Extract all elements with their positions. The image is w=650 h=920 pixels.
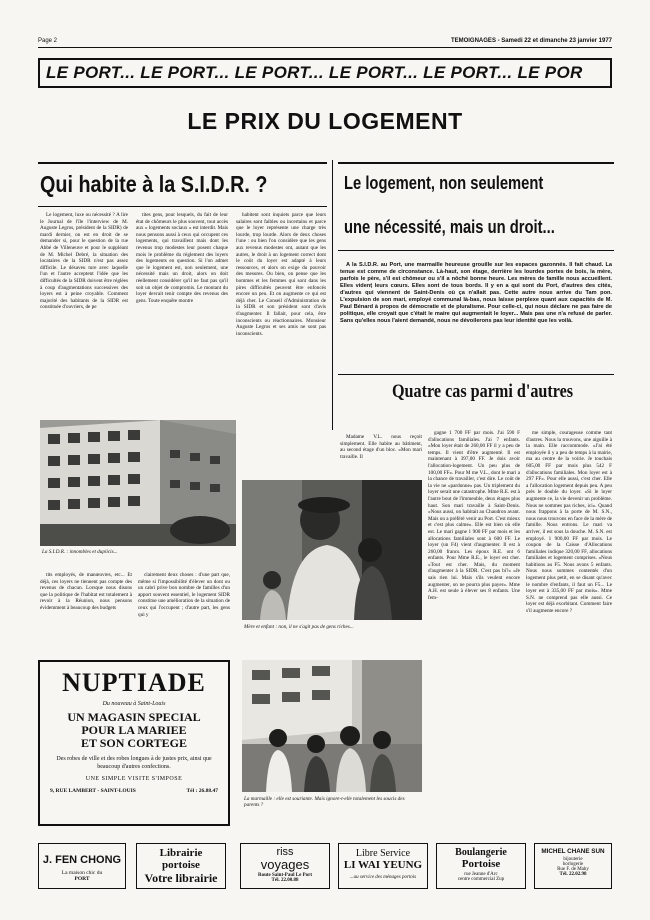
nuptiade-subtitle: Du nouveau à Saint-Louis: [102, 701, 166, 707]
nuptiade-title: NUPTIADE: [62, 668, 206, 697]
page-label: Page 2: [38, 38, 58, 44]
boulangerie-line1: Boulangerie: [455, 847, 507, 858]
children-image: [242, 660, 422, 792]
four-cases-col-2: gagne 1 700 FF par mois. J'ai 590 F d'allocations familiales. J'ai 7 enfants. «Mon loyer était de 260,00 FF il y a peu de temps. Il vient d'être augmenté. Il est maintenant à 397,00 FF. Je dois avoir l'allocation-logement. Un peu plus de 100,00 FF». Pour M me V.L., dont le mari a la chance de travailler, c'est dire. Le coût de la vie ne «pardonne» pas. Un triplement du loyer serait une catastrophe. Mme R.E. est à l'autre bout de l'immeuble, deux étages plus haut. Son mari travaille à Saint-Denis. «Nous aussi, on habitait au Chaudron avant. Mais on a préféré venir au Port. C'est mieux et c'est plus calme». Elle est bien où elle est. Le mari gagne 1 900 FF par mois et les allocations familiales sont à 600 FF. Le loyer (un F4) vient d'augmenter. Il est à 260,00 francs. Les époux R.E. ont 6 enfants. Pour Mme R.E., le loyer est cher. «Tout est cher. Mais, du moment d'augmenter à la SIDR. C'est pas bi?» «Je sais rien lui. Mais s'ils veulent encore augmenter, on ne pourra plus payer». Mme A.H. est seule à élever ses 8 enfants. Une fem-: [428, 430, 520, 601]
libre-service-sub: ...au service des ménages portois: [349, 875, 417, 880]
right-headline-line2: une nécessité, mais un droit...: [344, 217, 555, 237]
nuptiade-ad: [38, 660, 230, 826]
bottom-photo-caption: La marmaille : elle est souriante. Mais ignore-t-elle totalement les soucis des parents ?: [244, 796, 405, 809]
rissvoyages-line1: riss: [276, 846, 294, 858]
librairie-line1: Librairie: [159, 847, 203, 859]
boulangerie-sub1: rue Jeanne d'Arc: [464, 872, 498, 877]
chane-sun-sub2: horlogerie: [562, 862, 584, 867]
sidr-photo-caption: La S.I.D.R. : innombles et dupiicis...: [42, 549, 118, 555]
column-divider: [332, 160, 333, 430]
four-cases-headline: Quatre cas parmi d'autres: [392, 381, 574, 402]
ad-libre-service: [338, 843, 428, 889]
nuptiade-footer: [50, 788, 218, 794]
chane-sun-name: MICHEL CHANE SUN: [541, 848, 605, 855]
nuptiade-line3: ET SON CORTEGE: [80, 736, 188, 750]
left-col-1: Le logement, luxe ou nécessité ? A lire le Journal de l'île l'interview de M. Auguste Legros, président de la SIDR) de mardi dernier, on est en droit de se demander si, pour le question de la rue Abbé de Villeneuve et pour le suppléant de M. Michel Debré, la situation des locataires de la SIDR n'est pas assez difficile. Le désaveu ture avec laquelle l'un et l'autre acceptent l'idée que les difficultés de la SIDR doivent être réglées à coup d'augmentations successives des loyers est à peine croyable. Comment majorité des habitants de la SIDR est constituée d'ouvriers, de pe: [40, 212, 128, 311]
left-col-3: habitent sont inquiets parce que leurs salaires sont faibles ou incertains et parce que le loyer représente une charge très lourde, trop lourde. Alors de deux choses l'une : ou bien l'on considère que les gens aux revenus modestes ont, autant que les autres, le droit à un logement correct dont le coût du loyer est adapté à leurs ressources, et alors on exige du pouvoir des mesures. Ou bien, on pense que les hommes et les femmes qui sont dans les pires difficultés peuvent être enfoncés encore un peu. Et on augmente ce qui est déjà cher. Le Conseil d'Administration de la SIDR et son président sont d'avis d'augmenter. Il fallait, pour cela, être inconscients ou réactionnaires. Monsieur Auguste Legros et ses amis ne sont pas inconscients.: [236, 212, 326, 337]
four-cases-rule: [338, 374, 614, 375]
right-headline-rule-bottom: [338, 250, 614, 251]
ad-chane-sun: [534, 843, 612, 889]
ad-boulangerie: [436, 843, 526, 889]
boulangerie-sub2: centre commercial Zup: [457, 877, 505, 882]
middle-photo-caption: Mère et enfant : non, il ne s'agit pas de gens riches...: [244, 624, 354, 630]
left-headline: Qui habite à la S.I.D.R. ?: [40, 171, 268, 197]
left-headline-rule-top: [38, 162, 327, 164]
right-headline-line1: Le logement, non seulement: [344, 173, 544, 193]
four-cases-col-1: Madame V.L. nous reçoit simplement. Elle habite au bâtiment, au second étage d'un bloc. «Mon mari travaille. Il: [340, 434, 422, 460]
rissvoyages-line2: voyages: [260, 857, 310, 872]
left-col-2b: clairement deux choses : d'une part que, même si l'impossibilité d'élever un dont ou un cabri prive bon nombre de familles d'un apport souvent essentiel, le logement SIDR constitue une amélioration de la situation de ceux qui l'occupent ; d'autre part, les gens qui y: [138, 572, 230, 618]
building-image: [40, 420, 236, 546]
four-cases-col-3: me simple, courageuse comme tant d'autres. Nous la trouvons, une aiguille à la main. Elle raccommode. «J'ai été employée il y a peu de temps à la mairie, ma au centre de la voirie. Je touchais 605,00 FF par mois plus 542 F d'allocations familiales. Mon loyer est à 297 FF». Pour elle aussi, c'est cher. Elle a l'allocation logement depuis peu. A peu près le double du loyer. «Si le loyer augmente ce, la vie devenir un problème. Nous ne sommes pas riches, ici». Quand nous frappons à la porte de M. S.N., nous nous trouvons en face de la mère de famille. Nous entrons. Le mari va arriver, il est sous la douche. M. S.N. est employé. 1 900,00 FF par mois. Le coupon de la Caisse d'Allocations familiales indique 320,00 FF, allocations familiales et logement comprises. «Nous habitions au F5. Nous avons 5 enfants. Nous nous sommes contentés d'un logement plus petit, en se disant qu'avec le nombre d'enfants, il faut un F5... Le loyer est à 335,00 FF par mois». Mme S.N. ne comprend pas elle aussi. Ce loyer est déjà exorbitant. Comment faire s'il augmente encore ?: [526, 430, 612, 615]
ad-fen-chong: [38, 843, 126, 889]
nuptiade-line1: UN MAGASIN SPECIAL: [67, 710, 201, 724]
mother-child-photo: [242, 480, 422, 620]
fen-chong-name: J. FEN CHONG: [42, 854, 122, 866]
chane-sun-phone: Tél. 22.02.98: [559, 872, 587, 877]
ad-rissvoyages: [240, 843, 330, 889]
librairie-line3: Votre librairie: [144, 871, 218, 885]
left-col-2: tites gens, pour lesquels, du fait de leur état de chômeurs le plus souvent, tout accès aux « logements sociaux » est interdit. Mais nous pensons aussi à ceux qui occupent ces logements, qui travaillent mais dont les revenus trop modestes leur posent chaque mois le problème du règlement des loyers des logements en question. Si l'on admet que le logement est, non seulement, une nécessité mais un droit, alors on doit réellement considérer qu'il ne faut pas qu'il soit un objet de compromis. Le montant du loyer devrait tenir compte des revenus des gens. Toute enquête montre: [136, 212, 228, 304]
nuptiade-address: 9, RUE LAMBERT - SAINT-LOUIS: [50, 788, 136, 794]
header-rule: [38, 47, 612, 48]
banner-text: LE PORT... LE PORT... LE PORT... LE PORT... LE PORT... LE POR: [46, 63, 583, 82]
sidr-building-photo: [40, 420, 236, 546]
chane-sun-sub1: bijouterie: [563, 857, 583, 862]
nuptiade-visit: UNE SIMPLE VISITE S'IMPOSE: [85, 776, 183, 782]
librairie-line2: portoise: [162, 859, 200, 871]
libre-service-line2: LI WAI YEUNG: [343, 859, 423, 871]
nuptiade-body: Des robes de ville et des robes longues à de justes prix, ainsi que beaucoup d'autres confections.: [56, 756, 212, 770]
left-headline-rule-bottom: [38, 206, 327, 207]
paper-date: TEMOIGNAGES - Samedi 22 et dimanche 23 janvier 1977: [450, 38, 612, 44]
libre-service-line1: Libre Service: [355, 848, 411, 859]
ad-librairie: [136, 843, 226, 889]
nuptiade-phone: Tél : 26.88.47: [186, 788, 218, 794]
left-col-1b: tits employés, de manœuvres, etc... Et déjà, ces loyers ne tiennent pas compte des revenus de chacun. Lorsque nous disons que la politique de l'habitat est totalement à revoir à la Réunion, nous pensons évidemment à beaucoup des budgets: [40, 572, 132, 611]
mother-child-image: [242, 480, 422, 620]
boulangerie-line2: Portoise: [461, 858, 501, 870]
fen-chong-sub1: La maison chic du: [61, 870, 103, 876]
children-photo: [242, 660, 422, 792]
nuptiade-line2: POUR LA MARIEE: [81, 723, 187, 737]
right-headline-rule-top: [338, 162, 614, 164]
chane-sun-sub3: Rue F. de Mahy: [557, 867, 589, 872]
banner-box: [38, 58, 612, 88]
rissvoyages-sub: Route Saint-Paul Le Port: [257, 873, 313, 878]
rissvoyages-phone: Tél. 22.00.88: [271, 878, 299, 883]
main-title: LE PRIX DU LOGEMENT: [187, 108, 463, 134]
right-lead: A la S.I.D.R. au Port, une marmaille heureuse grouille sur les espaces gazonnés. Il fait chaud. La tenue est comme de circonstance. Là-haut, son étage, derrière les lourdes portes de bois, la mère, parfois le père, s'il est chômeur ou s'il a nôché bonne heure. Les mères de famille nous accueillent. Elles videnț leurs cœurs. Elles sont de tous bords. Il y en a qui sont du Port, d'autres des cités, d'autres qui viennent de Saint-Denis où ça n'allait pas. Cette autre nous arrive du Tam pon. L'expulsion de son mari, employé communal là-bas, nous laisse perplexe quant aux capacités de M. Paul Bénard à propos de démocratie et de pluralisme. Pour celle-ci, qui nous déclare ne pas faire de politique, elle croyait que c'était le maire qui augmentait le loyer... Mais pas une n'a refusé de parler. Sans qu'elles nous l'aient demandé, nous ne dévoilerons pas leur identité que les voilà.: [340, 262, 612, 324]
fen-chong-sub2: PORT: [74, 876, 90, 882]
